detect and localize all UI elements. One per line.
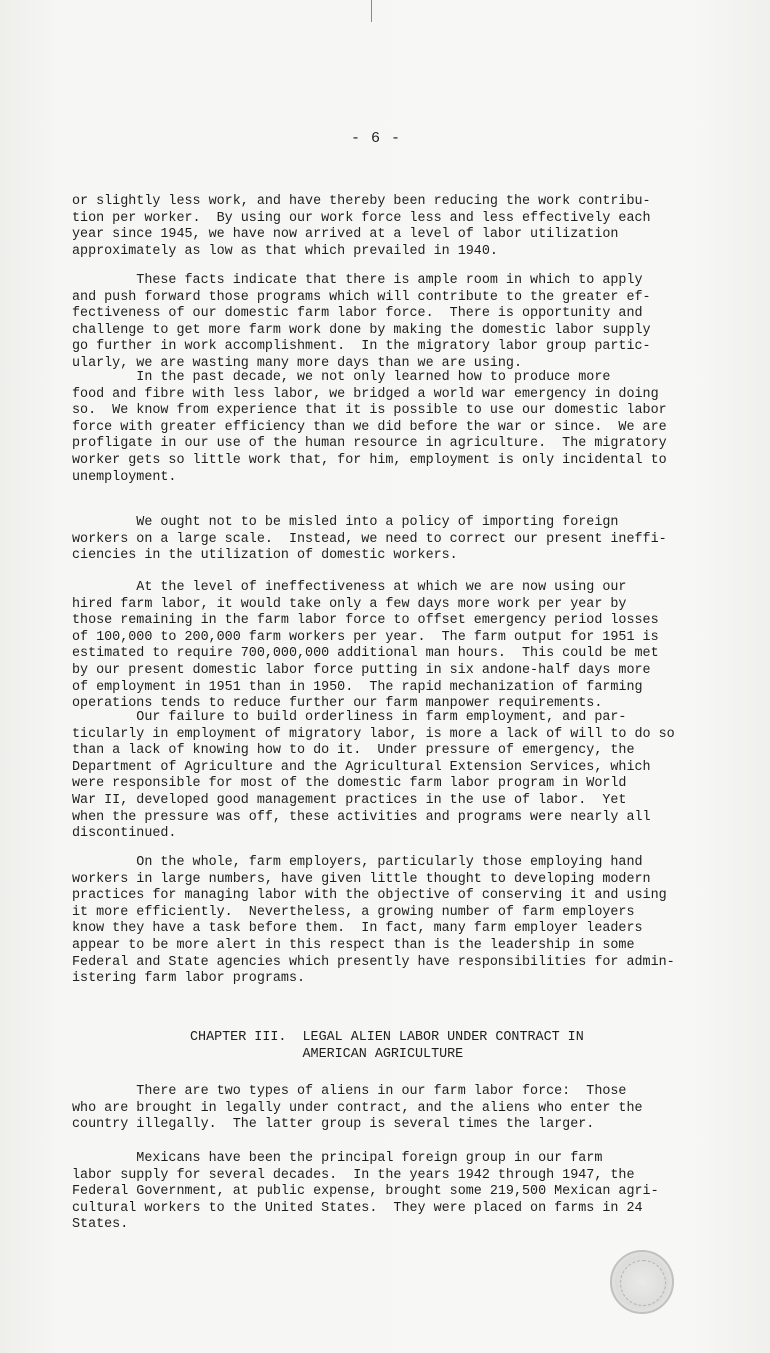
chapter-heading: CHAPTER III. LEGAL ALIEN LABOR UNDER CONTRACT IN AMERICAN AGRICULTURE bbox=[190, 1030, 584, 1062]
paragraph-6: Our failure to build orderliness in farm employment, and par- ticularly in employment of migratory labor, is more a lack of will to do so than a lack of knowing how to do it. Under pressure of emergency, the Department of Agriculture and the Agricultural Extension Services, which were responsible for most of the domestic farm labor program in World War II, developed good management practices in the use of labor. Yet when the pressure was off, these activities and programs were nearly all discontinued. bbox=[72, 710, 675, 842]
paragraph-1: or slightly less work, and have thereby been reducing the work contribu- tion per worker. By using our work force less and less effectively each year since 1945, we have now arrived at a level of labor utilization approximately as low as that which prevailed in 1940. bbox=[72, 194, 651, 259]
archive-stamp-ring bbox=[620, 1260, 666, 1306]
archive-stamp-icon bbox=[610, 1250, 674, 1314]
paragraph-7: On the whole, farm employers, particularly those employing hand workers in large numbers, have given little thought to developing modern practices for managing labor with the objective of conserving it and using it more efficiently. Nevertheless, a growing number of farm employers know they have a task before them. In fact, many farm employer leaders appear to be more alert in this respect than is the leadership in some Federal and State agencies which presently have responsibilities for admin- istering farm labor programs. bbox=[72, 855, 675, 987]
paragraph-9: Mexicans have been the principal foreign group in our farm labor supply for several decades. In the years 1942 through 1947, the Federal Government, at public expense, brought some 219,500 Mexican agri- cultural workers to the United States. They were placed on farms in 24 States. bbox=[72, 1151, 659, 1233]
paragraph-3: In the past decade, we not only learned how to produce more food and fibre with less labor, we bridged a world war emergency in doing so. We know from experience that it is possible to use our domestic labor force with greater efficiency than we did before the war or since. We are profligate in our use of the human resource in agriculture. The migratory worker gets so little work that, for him, employment is only incidental to unemployment. bbox=[72, 370, 667, 485]
paragraph-5: At the level of ineffectiveness at which we are now using our hired farm labor, it would take only a few days more work per year by those remaining in the farm labor force to offset emergency period losses of 100,000 to 200,000 farm workers per year. The farm output for 1951 is estimated to require 700,000,000 additional man hours. This could be met by our present domestic labor force putting in six andone-half days more of employment in 1951 than in 1950. The rapid mechanization of farming operations tends to reduce further our farm manpower requirements. bbox=[72, 580, 659, 712]
paragraph-4: We ought not to be misled into a policy of importing foreign workers on a large scale. Instead, we need to correct our present ineffi- ciencies in the utilization of domestic workers. bbox=[72, 515, 667, 564]
paragraph-8: There are two types of aliens in our farm labor force: Those who are brought in legally under contract, and the aliens who enter the country illegally. The latter group is several times the larger. bbox=[72, 1084, 643, 1133]
page-fold-mark bbox=[371, 0, 372, 22]
page-number: - 6 - bbox=[350, 130, 401, 147]
paragraph-2: These facts indicate that there is ample room in which to apply and push forward those programs which will contribute to the greater ef- fectiveness of our domestic farm labor force. There is opportunity and challenge to get more farm work done by making the domestic labor supply go further in work accomplishment. In the migratory labor group partic- ularly, we are wasting many more days than we are using. bbox=[72, 273, 651, 371]
